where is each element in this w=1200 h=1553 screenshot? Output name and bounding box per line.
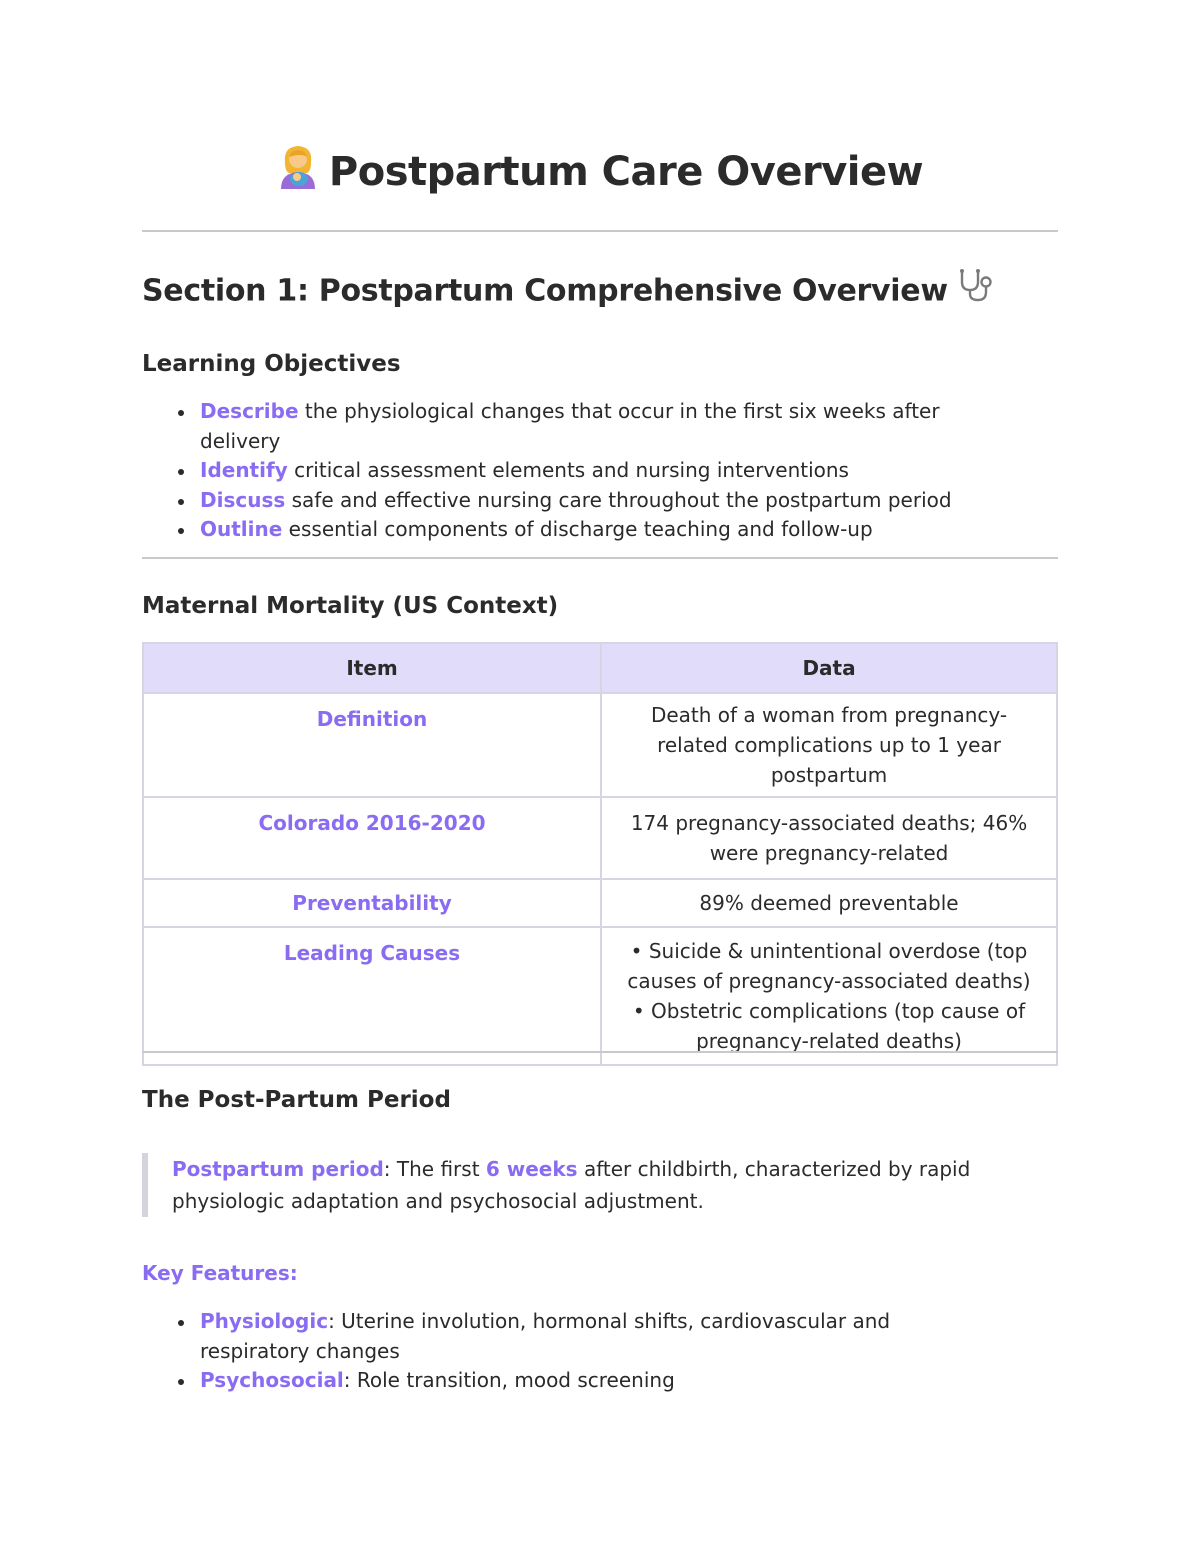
divider bbox=[142, 557, 1058, 559]
page-title-text: Postpartum Care Overview bbox=[328, 149, 924, 195]
section-heading bbox=[142, 268, 996, 316]
list-item: Identify critical assessment elements and nursing interventions bbox=[174, 456, 994, 486]
table-row bbox=[143, 927, 1057, 1065]
postpartum-period-heading: The Post-Partum Period bbox=[142, 1087, 451, 1113]
maternal-mortality-heading: Maternal Mortality (US Context) bbox=[142, 593, 559, 619]
table-row bbox=[143, 879, 1057, 927]
divider bbox=[142, 230, 1058, 232]
page-title bbox=[142, 140, 1058, 208]
key-features-list bbox=[174, 1307, 994, 1396]
list-item: Describe the physiological changes that occur in the first six weeks after delivery bbox=[174, 397, 994, 456]
definition-blockquote: Postpartum period: The first 6 weeks after childbirth, characterized by rapid physiologic adaptation and psychosocial adjustment. bbox=[142, 1153, 1072, 1217]
table-cell-item: Preventability bbox=[143, 879, 601, 927]
learning-objectives-heading: Learning Objectives bbox=[142, 351, 401, 377]
maternal-mortality-table bbox=[142, 642, 1058, 1066]
table-row bbox=[143, 693, 1057, 797]
table-header-row bbox=[143, 643, 1057, 693]
list-item: Discuss safe and effective nursing care throughout the postpartum period bbox=[174, 486, 994, 516]
breastfeeding-woman-icon bbox=[277, 141, 319, 208]
divider bbox=[142, 1051, 1058, 1053]
section-heading-text: Section 1: Postpartum Comprehensive Overview bbox=[142, 273, 948, 309]
column-header-data: Data bbox=[601, 643, 1057, 693]
stethoscope-icon bbox=[954, 268, 996, 316]
column-header-item: Item bbox=[143, 643, 601, 693]
key-features-label: Key Features: bbox=[142, 1261, 298, 1285]
table-cell-item: Definition bbox=[143, 693, 601, 797]
list-item: Physiologic: Uterine involution, hormonal shifts, cardiovascular and respiratory changes bbox=[174, 1307, 994, 1366]
table-cell-item: Colorado 2016-2020 bbox=[143, 797, 601, 879]
list-item: Psychosocial: Role transition, mood screening bbox=[174, 1366, 994, 1396]
table-cell-data: • Suicide & unintentional overdose (top causes of pregnancy-associated deaths) • Obstetric complications (top cause of pregnancy-related deaths) bbox=[601, 927, 1057, 1065]
table-cell-data: 174 pregnancy-associated deaths; 46% were pregnancy-related bbox=[601, 797, 1057, 879]
list-item: Outline essential components of discharge teaching and follow-up bbox=[174, 515, 994, 545]
table-cell-data: Death of a woman from pregnancy-related complications up to 1 year postpartum bbox=[601, 693, 1057, 797]
table-cell-item: Leading Causes bbox=[143, 927, 601, 1065]
table-row bbox=[143, 797, 1057, 879]
objectives-list bbox=[174, 397, 994, 545]
table-cell-data: 89% deemed preventable bbox=[601, 879, 1057, 927]
